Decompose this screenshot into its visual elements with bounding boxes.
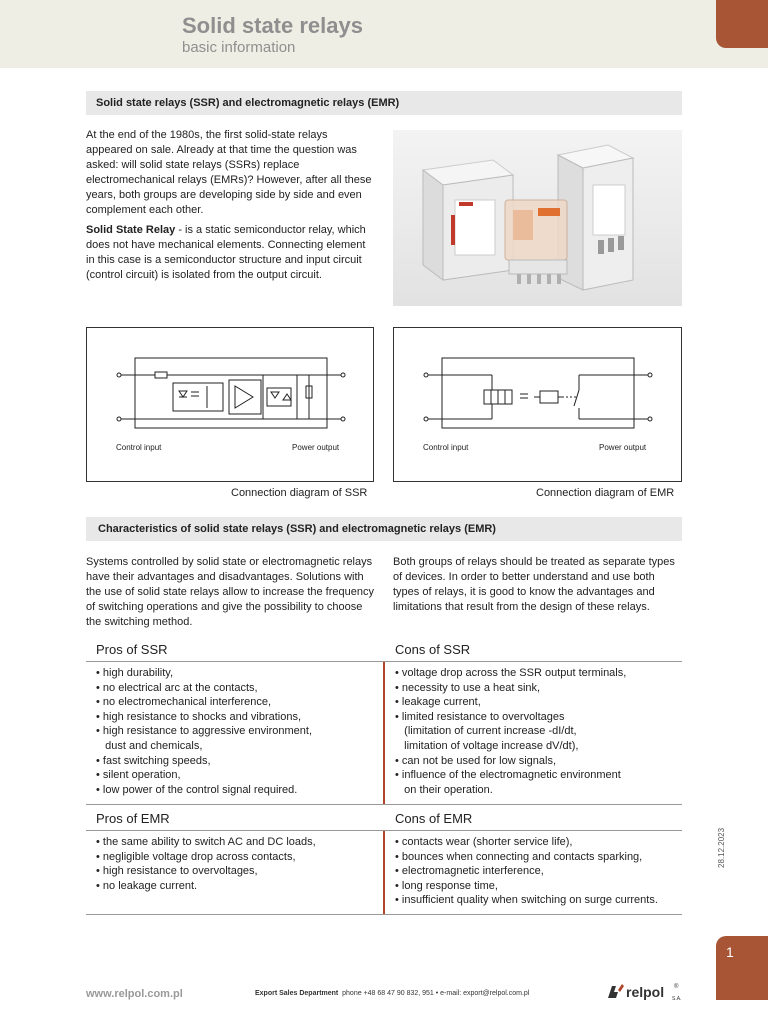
characteristics-left-text: Systems controlled by solid state or electromagnetic relays have their advantages and disadvantages. Solutions with the use of solid state relays allow to increase the frequency of switching operations and give the possibility to choose the switching method. (86, 556, 374, 628)
footer-department: Export Sales Department (255, 990, 339, 997)
list-item: • influence of the electromagnetic environment (395, 769, 621, 782)
list-item: • no electromechanical interference, (96, 696, 272, 709)
ssr-diagram (86, 327, 374, 482)
intro-block (86, 128, 376, 288)
characteristics-right-text: Both groups of relays should be treated as separate types of devices. In order to better understand and use both types of relays, it is good to know the advantages and limitations that result from the design of these relays. (393, 556, 675, 613)
relays-product-photo (393, 130, 682, 306)
emr-diagram-caption: Connection diagram of EMR (536, 487, 675, 499)
list-item: • leakage current, (395, 696, 481, 709)
list-item: • negligible voltage drop across contacts, (96, 850, 296, 863)
list-item: • electromagnetic interference, (395, 865, 544, 878)
footer-contact-details: phone +48 68 47 90 832, 951 • e-mail: export@relpol.com.pl (342, 990, 530, 997)
list-item: • can not be used for low signals, (395, 754, 556, 767)
list-item: • limited resistance to overvoltages (395, 710, 565, 723)
side-date: 28.12.2023 (717, 827, 726, 868)
footer-contact (255, 990, 529, 997)
ssr-circuit-drawing (87, 328, 373, 481)
logo-registered-mark: ® (674, 984, 679, 990)
relpol-logo-icon (606, 980, 686, 1004)
cons-emr-list (395, 835, 658, 908)
list-item: • high resistance to overvoltages, (96, 865, 258, 878)
list-item: • contacts wear (shorter service life), (395, 836, 573, 848)
list-item: • long response time, (395, 879, 498, 892)
list-item: • high resistance to shocks and vibrations, (96, 710, 302, 723)
pros-emr-list (96, 835, 316, 893)
list-item: (limitation of current increase -dI/dt, (395, 725, 577, 738)
definition-paragraph (86, 223, 376, 283)
cons-emr-heading: Cons of EMR (395, 811, 473, 826)
list-item: • no electrical arc at the contacts, (96, 681, 258, 694)
list-item: on their operation. (395, 783, 493, 796)
logo-wordmark: relpol (626, 984, 665, 1000)
list-item: • necessity to use a heat sink, (395, 681, 541, 694)
section-heading-2: Characteristics of solid state relays (SSR) and electromagnetic relays (EMR) (86, 517, 682, 541)
list-item: • the same ability to switch AC and DC loads, (96, 836, 316, 848)
pros-ssr-list (96, 666, 312, 797)
ssr-control-input-label: Control input (116, 443, 162, 452)
column-divider (383, 662, 385, 804)
list-item: • high durability, (96, 667, 174, 679)
page-subtitle: basic information (182, 39, 296, 56)
list-item: • bounces when connecting and contacts sparking, (395, 850, 643, 863)
table-divider (86, 804, 682, 805)
list-item: • silent operation, (96, 769, 181, 782)
logo-suffix: S.A. (672, 996, 682, 1002)
list-item: • no leakage current. (96, 879, 198, 892)
list-item: limitation of voltage increase dV/dt), (395, 739, 579, 752)
emr-diagram (393, 327, 682, 482)
relays-photo-illustration (393, 130, 682, 306)
intro-paragraph: At the end of the 1980s, the first solid-state relays appeared on sale. Already at that time the question was asked: will solid state relays (SSRs) replace electromechanical relays (EMRs)? However, after all these years, both groups are developing side by side and even complement each other. (86, 129, 372, 216)
list-item: • high resistance to aggressive environment, (96, 725, 313, 738)
footer-url-link[interactable]: www.relpol.com.pl (86, 988, 183, 1000)
page-number: 1 (726, 944, 734, 960)
emr-power-output-label: Power output (599, 443, 647, 452)
list-item: • low power of the control signal required. (96, 783, 298, 796)
table-divider (86, 914, 682, 915)
relpol-logo (606, 980, 686, 1004)
ssr-power-output-label: Power output (292, 443, 340, 452)
list-item: • voltage drop across the SSR output terminals, (395, 667, 627, 679)
ssr-diagram-caption: Connection diagram of SSR (231, 487, 368, 499)
list-item: dust and chemicals, (96, 739, 203, 752)
page-tab (716, 936, 768, 1000)
header-band (0, 0, 768, 68)
pros-emr-heading: Pros of EMR (96, 811, 170, 826)
section-heading-1: Solid state relays (SSR) and electromagnetic relays (EMR) (86, 91, 682, 115)
definition-text: - is a static semiconductor relay, which does not have mechanical elements. Connecting element in this case is a semiconductor structure and input circuit (control circuit) is isolated from the output circuit. (86, 224, 366, 281)
cons-ssr-list (395, 666, 626, 797)
column-divider (383, 831, 385, 914)
list-item: • insufficient quality when switching on surge currents. (395, 894, 658, 907)
cons-ssr-heading: Cons of SSR (395, 642, 471, 657)
definition-term: Solid State Relay (86, 224, 176, 236)
page-title: Solid state relays (182, 13, 363, 38)
pros-ssr-heading: Pros of SSR (96, 642, 168, 657)
list-item: • fast switching speeds, (96, 754, 211, 767)
emr-circuit-drawing (394, 328, 681, 481)
emr-control-input-label: Control input (423, 443, 469, 452)
corner-tab (716, 0, 768, 48)
